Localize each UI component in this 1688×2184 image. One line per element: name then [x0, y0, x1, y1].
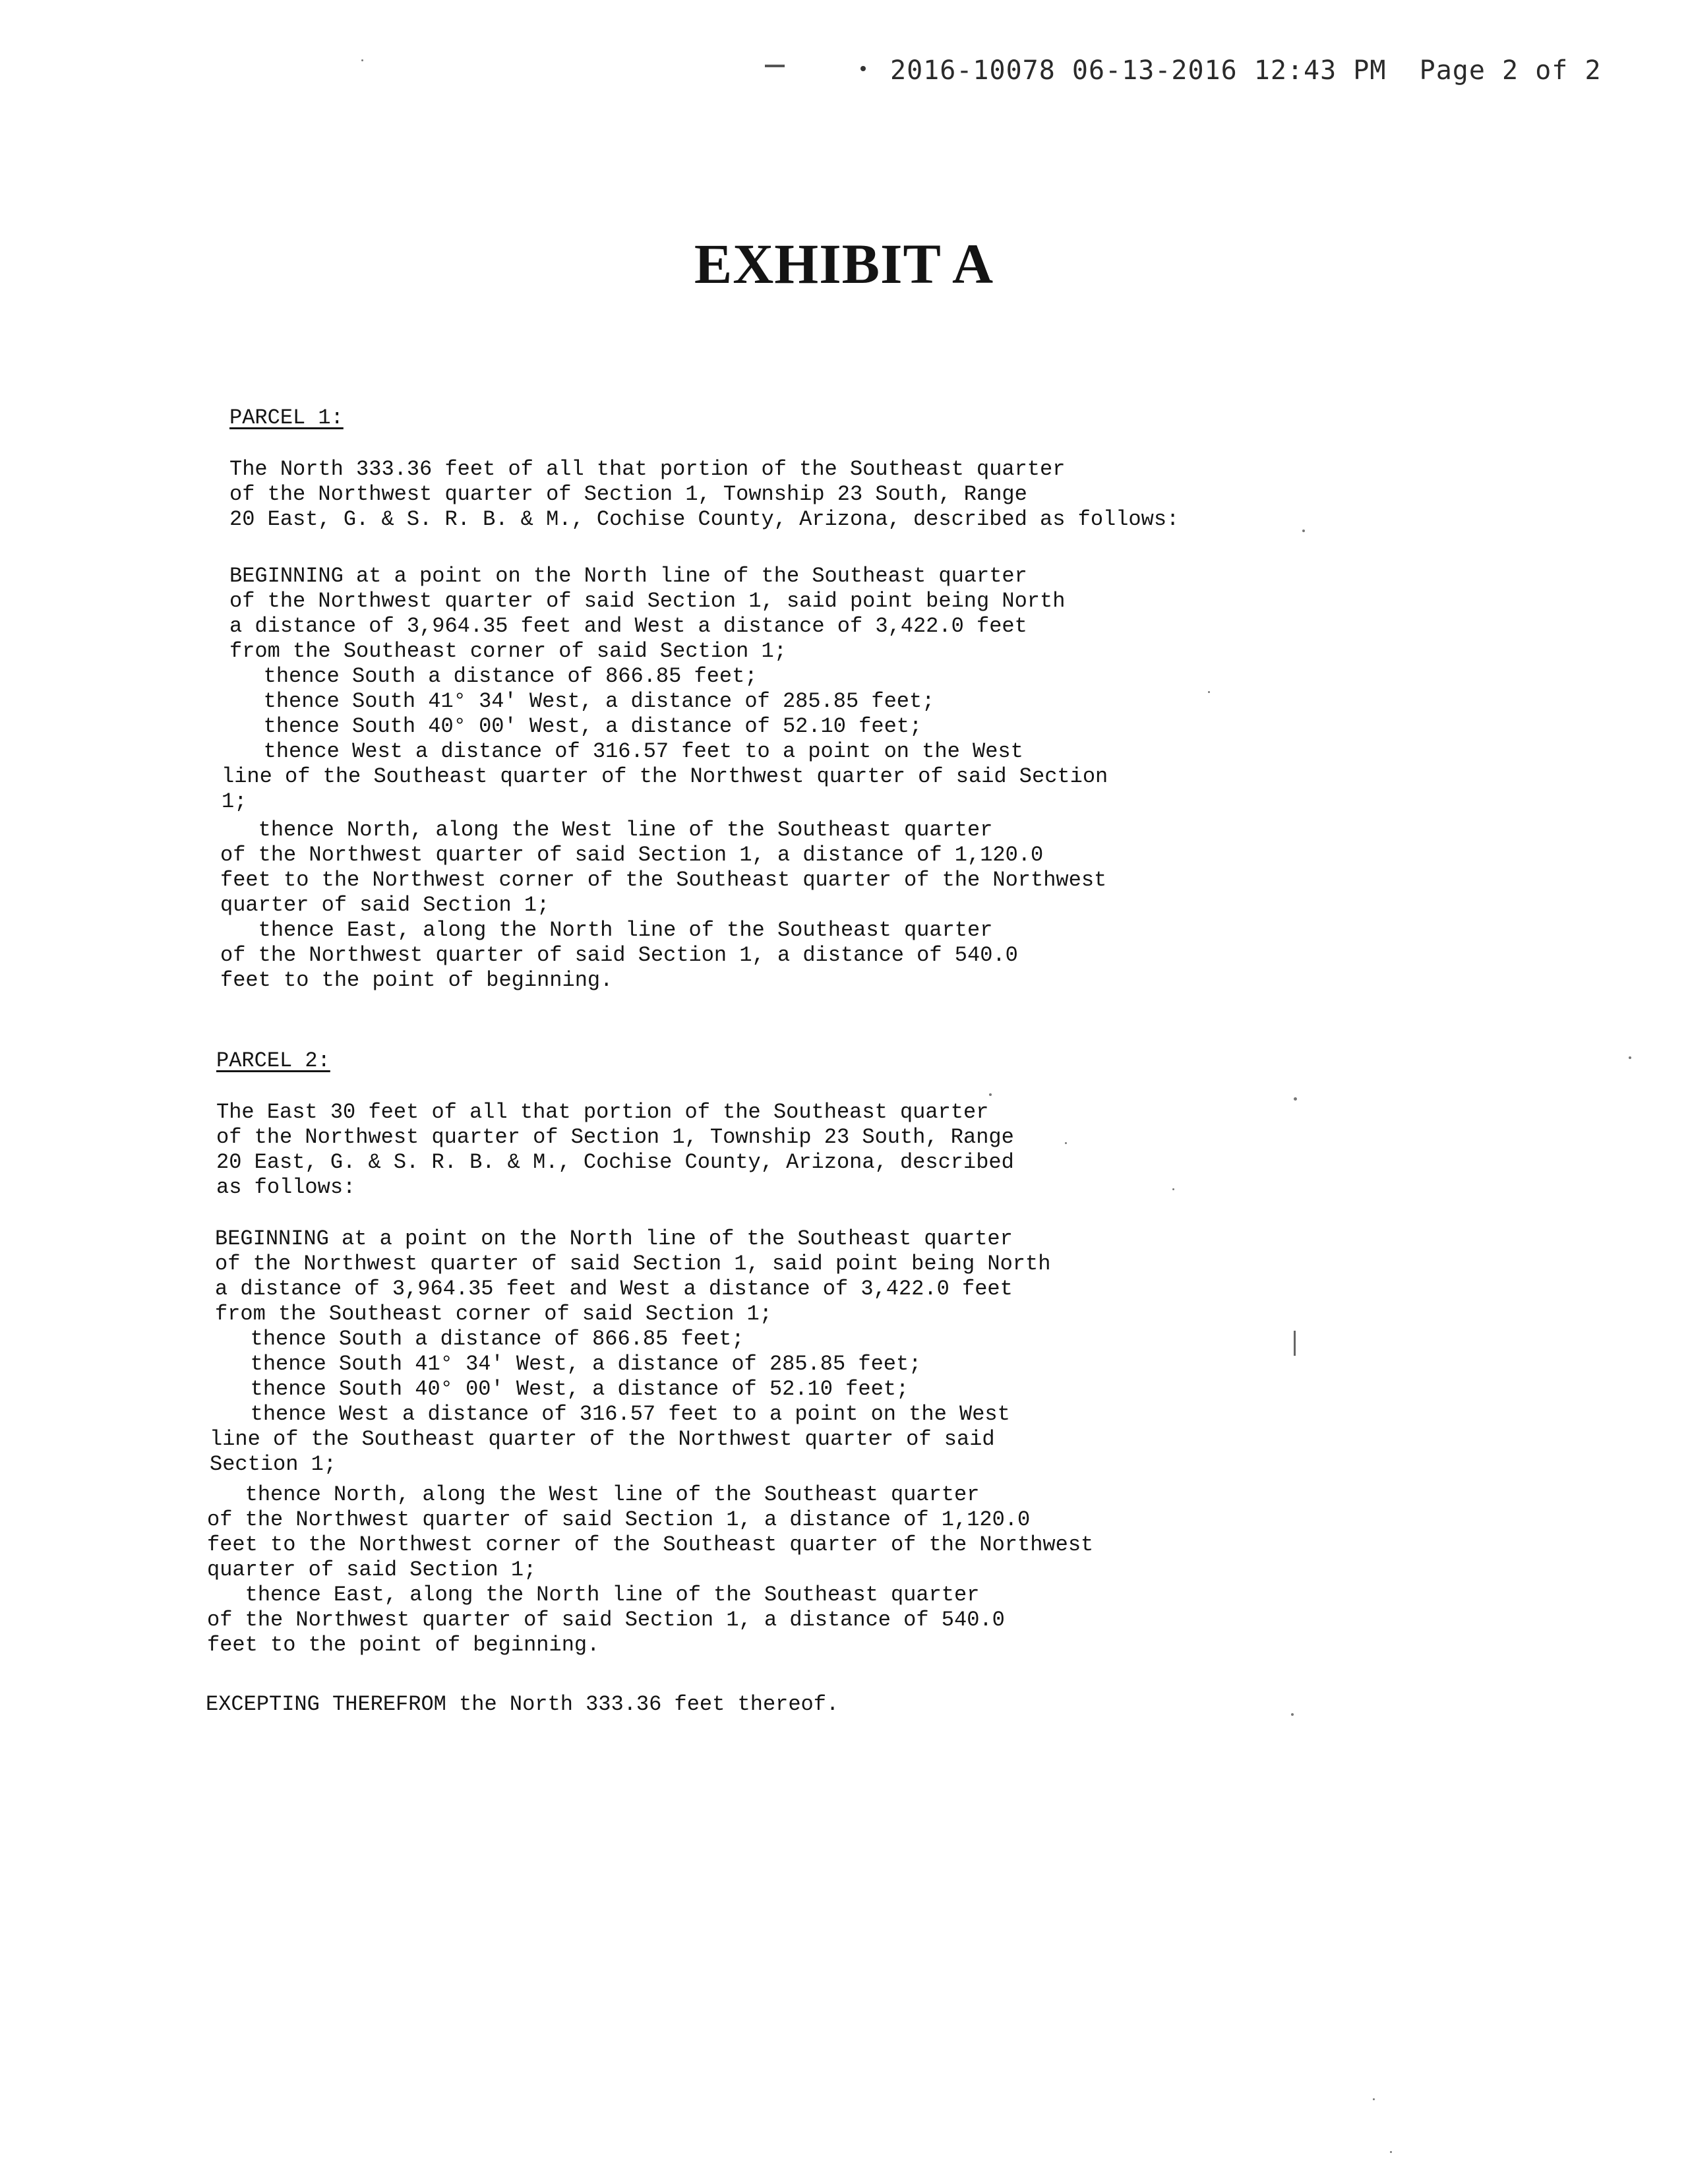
- parcel-1-beginning: BEGINNING at a point on the North line of the Southeast quarter of the Northwest quarter of said Section 1, said point being North a distance of 3,964.35 feet and West a distance of 3,422.0 feet from the Southeast corner of said Section 1;: [229, 564, 1066, 663]
- recording-stamp: 2016-10078 06-13-2016 12:43 PM Page 2 of 2: [890, 55, 1602, 86]
- parcel-2-calls-c: thence North, along the West line of the Southeast quarter of the Northwest quarter of said Section 1, a distance of 1,120.0 feet to the Northwest corner of the Southeast quarter of the Northwest quarter of said Section 1; thence East, along the North line of the Southeast quarter of the Northwest quarter of said Section 1, a distance of 540.0 feet to the point of beginning.: [207, 1482, 1094, 1657]
- parcel-2-calls-a: thence South a distance of 866.85 feet; thence South 41° 34' West, a distance of 285.85 feet; thence South 40° 00' West, a distance of 52.10 feet; thence West a distance of 316.57 feet to a point on the West: [250, 1327, 1010, 1426]
- scan-speck: [1373, 2098, 1375, 2100]
- parcel-1-calls-a: thence South a distance of 866.85 feet; thence South 41° 34' West, a distance of 285.85 feet; thence South 40° 00' West, a distance of 52.10 feet; thence West a distance of 316.57 feet to a point on the West: [263, 664, 1023, 764]
- parcel-1-calls-c: thence North, along the West line of the Southeast quarter of the Northwest quarter of said Section 1, a distance of 1,120.0 feet to the Northwest corner of the Southeast quarter of the Northwest quarter of said Section 1; thence East, along the North line of the Southeast quarter of the Northwest quarter of said Section 1, a distance of 540.0 feet to the point of beginning.: [220, 818, 1107, 992]
- parcel-2-calls-b: line of the Southeast quarter of the Northwest quarter of said Section 1;: [210, 1427, 995, 1476]
- excepting-clause: EXCEPTING THEREFROM the North 333.36 feet thereof.: [206, 1692, 839, 1716]
- scan-speck: [989, 1093, 992, 1096]
- scan-speck: [1065, 1142, 1067, 1144]
- scan-speck: [361, 59, 363, 61]
- parcel-1-heading: PARCEL 1:: [229, 406, 344, 430]
- parcel-2-beginning: BEGINNING at a point on the North line of the Southeast quarter of the Northwest quarter of said Section 1, said point being North a distance of 3,964.35 feet and West a distance of 3,422.0 feet from the Southeast corner of said Section 1;: [215, 1227, 1051, 1326]
- scan-speck: [1294, 1097, 1297, 1101]
- parcel-2-heading: PARCEL 2:: [216, 1048, 330, 1073]
- parcel-1-description: The North 333.36 feet of all that portion of the Southeast quarter of the Northwest quarter of Section 1, Township 23 South, Range 20 East, G. & S. R. B. & M., Cochise County, Arizona, described as follows:: [229, 457, 1180, 531]
- scan-dot: [860, 66, 866, 71]
- parcel-2-description: The East 30 feet of all that portion of the Southeast quarter of the Northwest quarter of Section 1, Township 23 South, Range 20 East, G. & S. R. B. & M., Cochise County, Arizona, described as follows:: [216, 1100, 1014, 1199]
- scan-speck: [1302, 530, 1305, 532]
- page-title: EXHIBIT A: [694, 232, 994, 295]
- scan-speck: [1291, 1713, 1294, 1716]
- scan-mark: [765, 65, 785, 67]
- parcel-1-calls-b: line of the Southeast quarter of the Northwest quarter of said Section 1;: [222, 764, 1108, 814]
- scan-mark: [1294, 1331, 1296, 1356]
- scan-speck: [1208, 691, 1210, 693]
- scan-speck: [1172, 1188, 1174, 1190]
- scan-speck: [1390, 2151, 1392, 2153]
- scan-speck: [1629, 1056, 1631, 1059]
